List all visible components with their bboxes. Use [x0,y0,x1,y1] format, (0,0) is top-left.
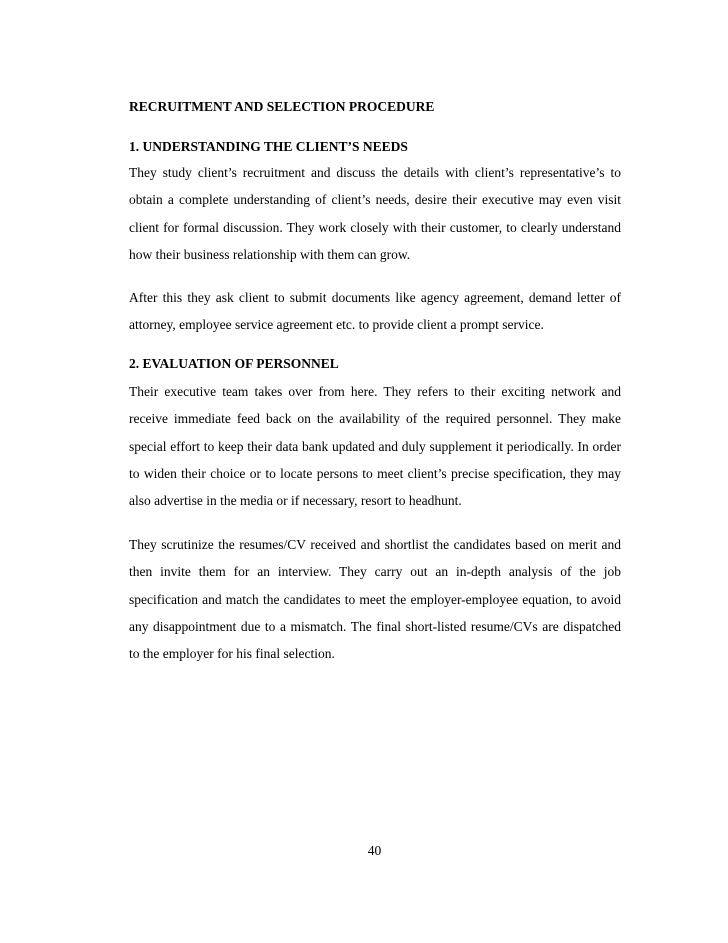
document-title: RECRUITMENT AND SELECTION PROCEDURE [129,99,435,114]
page-number: 40 [367,843,382,858]
section-1-heading: 1. UNDERSTANDING THE CLIENT’S NEEDS [129,139,408,154]
section-2-paragraph-2: They scrutinize the resumes/CV received and shortlist the candidates based on merit and then invite them for an interview. They carry out an in-depth analysis of the job specification and match the candidates to meet the employer-employee equation, to avoid any disappointment due to a mismatch. The final short-listed resume/CVs are dispatched to the employer for his final selection. [129,537,621,662]
section-1-paragraph-1: They study client’s recruitment and discuss the details with client’s representative’s to obtain a complete understanding of client’s needs, desire their executive may even visit client for formal discussion. They work closely with their customer, to clearly understand how their business relationship with them can grow. [129,165,621,262]
section-2-paragraph-1: Their executive team takes over from here. They refers to their exciting network and receive immediate feed back on the availability of the required personnel. They make special effort to keep their data bank updated and duly supplement it periodically. In order to widen their choice or to locate persons to meet client’s precise specification, they may also advertise in the media or if necessary, resort to headhunt. [129,384,621,509]
section-1-paragraph-2: After this they ask client to submit documents like agency agreement, demand letter of attorney, employee service agreement etc. to provide client a prompt service. [129,290,621,333]
section-2-heading: 2. EVALUATION OF PERSONNEL [129,356,339,371]
